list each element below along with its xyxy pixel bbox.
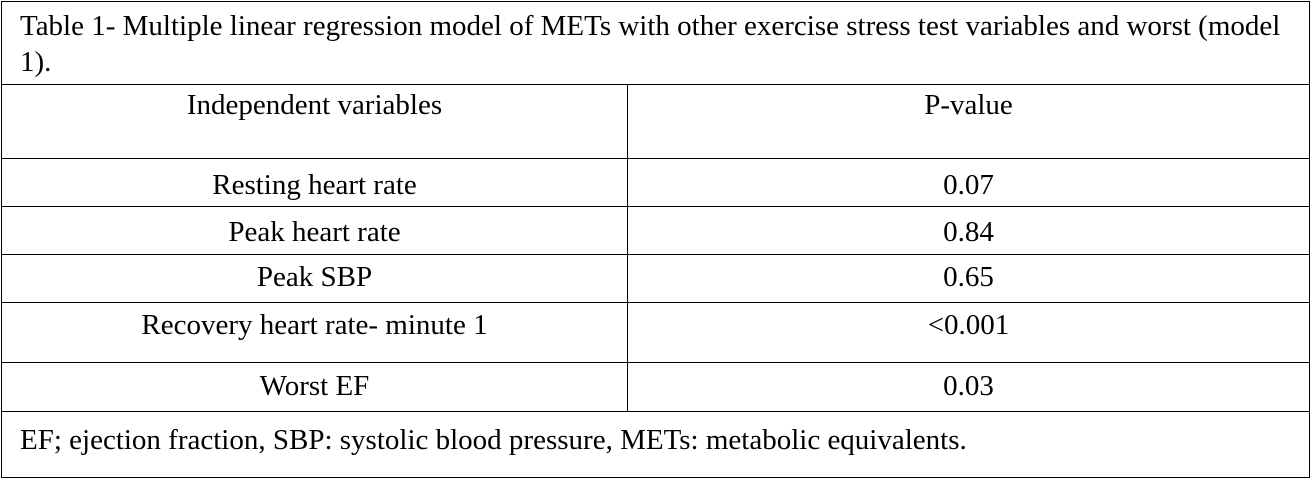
pvalue: 0.65 <box>943 261 994 293</box>
regression-table <box>1 1 1310 478</box>
pvalue: 0.03 <box>943 370 994 402</box>
variable-name: Resting heart rate <box>212 169 417 201</box>
table-row <box>2 255 1309 303</box>
pvalue-cell <box>628 159 1309 206</box>
table-row <box>2 207 1309 255</box>
pvalue-cell <box>628 255 1309 302</box>
pvalue-cell <box>628 207 1309 254</box>
table-footnote: EF; ejection fraction, SBP: systolic blood pressure, METs: metabolic equivalents. <box>20 424 967 456</box>
header-variable-label: Independent variables <box>186 89 443 121</box>
pvalue: <0.001 <box>927 309 1010 341</box>
header-cell-pvalue <box>628 85 1309 158</box>
variable-cell <box>2 303 628 362</box>
table-row <box>2 363 1309 412</box>
pvalue-cell <box>628 363 1309 411</box>
variable-name: Worst EF <box>259 370 370 402</box>
pvalue-cell <box>628 303 1309 362</box>
table-row <box>2 303 1309 363</box>
table-caption: Table 1- Multiple linear regression model of METs with other exercise stress test variables and worst (model 1). <box>2 2 1309 85</box>
variable-cell <box>2 363 628 411</box>
variable-name: Peak heart rate <box>228 216 401 248</box>
pvalue: 0.07 <box>943 169 994 201</box>
variable-name: Peak SBP <box>256 261 373 293</box>
pvalue: 0.84 <box>943 216 994 248</box>
variable-cell <box>2 207 628 254</box>
table-row <box>2 159 1309 207</box>
table-header-row <box>2 85 1309 159</box>
variable-cell <box>2 255 628 302</box>
variable-name: Recovery heart rate- minute 1 <box>141 309 488 341</box>
header-pvalue-label: P-value <box>924 89 1013 121</box>
variable-cell <box>2 159 628 206</box>
header-cell-variable <box>2 85 628 158</box>
